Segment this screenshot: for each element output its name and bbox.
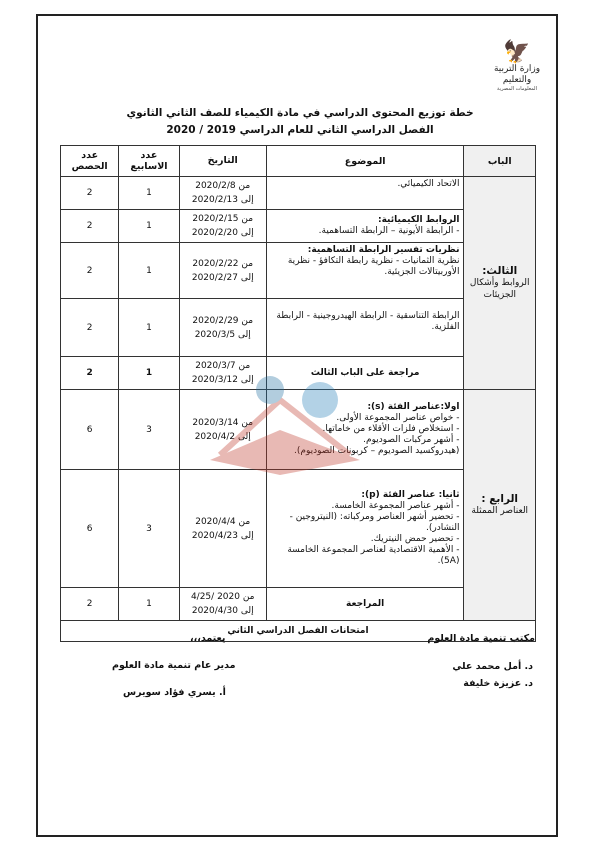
topic-heading: مراجعة على الباب الثالث [266,357,464,390]
chapter-cell [464,390,536,621]
date-from: من 2020/4/4 [195,516,251,527]
date-from: من 2020 /4/25 [190,592,255,602]
date-from: من 2020/2/8 [195,181,251,191]
periods-cell: 2 [61,588,119,621]
date-to: إلى 2020/2/13 [191,195,254,205]
office-name: مكتب تنمية مادة العلوم [427,633,535,644]
weeks-cell: 3 [119,390,179,470]
periods-cell: 2 [61,210,119,243]
topic-cell [266,210,464,243]
weeks-cell: 1 [119,588,179,621]
ministry-logo [492,42,542,102]
header-periods: عدد الحصص [61,146,119,177]
topic-line: - خواص عناصر المجموعة الأولى. [336,413,460,423]
topic-line: نظرية الثمانيات - نظرية رابطة التكافؤ - نظرية الأوربيتالات الجزيئية. [287,256,460,277]
chapter-cell [464,177,536,390]
document-title: خطة توزيع المحتوى الدراسي في مادة الكيمياء للصف الثاني الثانوي [126,107,474,119]
topic-heading: المراجعة [266,588,464,621]
approved-label: يعتمد،،، [190,633,226,644]
date-to: إلى 2020/3/12 [191,375,254,385]
date-cell [179,243,266,299]
director-name: أ. يسري فؤاد سويرس [123,687,226,698]
date-to: إلى 2020/2/20 [191,228,254,238]
topic-heading: اولا:عناصر الفئة (s): [367,402,460,412]
header-topic: الموضوع [266,146,464,177]
logo-subtext: المعلومات المصرية [497,86,537,92]
topic-cell [266,299,464,357]
chapter-subtitle: الروابط وأشكال الجزيئات [469,278,530,300]
topic-cell [266,470,464,588]
date-to: إلى 2020/3/5 [194,329,251,340]
topic-line: - تحضير حمض النيتريك. [370,534,460,544]
table-header-row [61,146,536,177]
topic-line: - الأهمية الاقتصادية لعناصر المجموعة الخامسة (5A). [287,545,460,566]
periods-cell: 2 [61,243,119,299]
date-cell [179,588,266,621]
topic-line: - استخلاص فلزات الأقلاء من خاماتها. [322,424,460,434]
chapter-name: الثالث: [482,265,518,277]
chapter-subtitle: العناصر الممثلة [471,506,529,516]
topic-line: الاتحاد الكيميائي. [397,179,460,189]
weeks-cell: 1 [119,357,179,390]
topic-heading: نظريات تفسير الرابطة التساهمية: [307,245,460,255]
weeks-cell: 1 [119,243,179,299]
weeks-cell: 1 [119,177,179,210]
exam-label: امتحانات الفصل الدراسي الثاني [61,621,536,642]
date-from: من 2020/3/14 [192,417,254,428]
date-cell [179,390,266,470]
header-weeks: عدد الاسابيع [119,146,179,177]
date-to: إلى 2020/2/27 [191,272,254,283]
header-chapter: الباب [464,146,536,177]
director-title: مدير عام تنمية مادة العلوم [112,660,236,671]
date-to: إلى 2020/4/2 [194,431,251,442]
periods-cell: 6 [61,390,119,470]
header-date: التاريخ [179,146,266,177]
date-cell [179,177,266,210]
date-cell [179,470,266,588]
date-to: إلى 2020/4/23 [191,530,254,541]
periods-cell: 2 [61,299,119,357]
topic-line: - أشهر عناصر المجموعة الخامسة. [331,501,460,511]
signatory-1: د. أمل محمد علي [452,661,533,672]
topic-heading: ثانيا: عناصر الفئة (p): [361,490,460,500]
weeks-cell: 1 [119,210,179,243]
content-plan-table [60,145,536,642]
topic-line: - أشهر مركبات الصوديوم. [363,435,460,445]
date-cell [179,357,266,390]
topic-line: - تحضير أشهر العناصر ومركباته: (النيتروجين - النشادر). [289,512,460,533]
weeks-cell: 3 [119,470,179,588]
date-from: من 2020/2/22 [192,258,254,269]
date-to: إلى 2020/4/30 [191,606,254,616]
date-from: من 2020/2/29 [192,315,254,326]
table-row [61,177,536,210]
topic-line: الرابطة التناسقية - الرابطة الهيدروجينية - الرابطة الفلزية. [276,311,460,332]
signatory-2: د. عزيزة خليفة [463,678,533,689]
topic-line: (هيدروكسيد الصوديوم – كربونات الصوديوم). [294,446,460,456]
chapter-name: الرابع : [481,493,519,505]
topic-cell [266,390,464,470]
document-subtitle: الفصل الدراسي الثاني للعام الدراسي 2019 / 2020 [166,124,434,136]
weeks-cell: 1 [119,299,179,357]
date-from: من 2020/2/15 [192,214,254,224]
date-from: من 2020/3/7 [195,361,251,371]
eagle-emblem-icon: 🦅 [503,40,531,65]
logo-text: وزارة التربية والتعليم [493,64,541,85]
table-row [61,390,536,470]
periods-cell: 2 [61,177,119,210]
periods-cell: 2 [61,357,119,390]
topic-cell [266,177,464,210]
date-cell [179,210,266,243]
topic-heading: الروابط الكيميائية: [377,215,460,225]
periods-cell: 6 [61,470,119,588]
topic-cell [266,243,464,299]
date-cell [179,299,266,357]
topic-line: - الرابطة الأيونية – الرابطة التساهمية. [318,226,460,236]
